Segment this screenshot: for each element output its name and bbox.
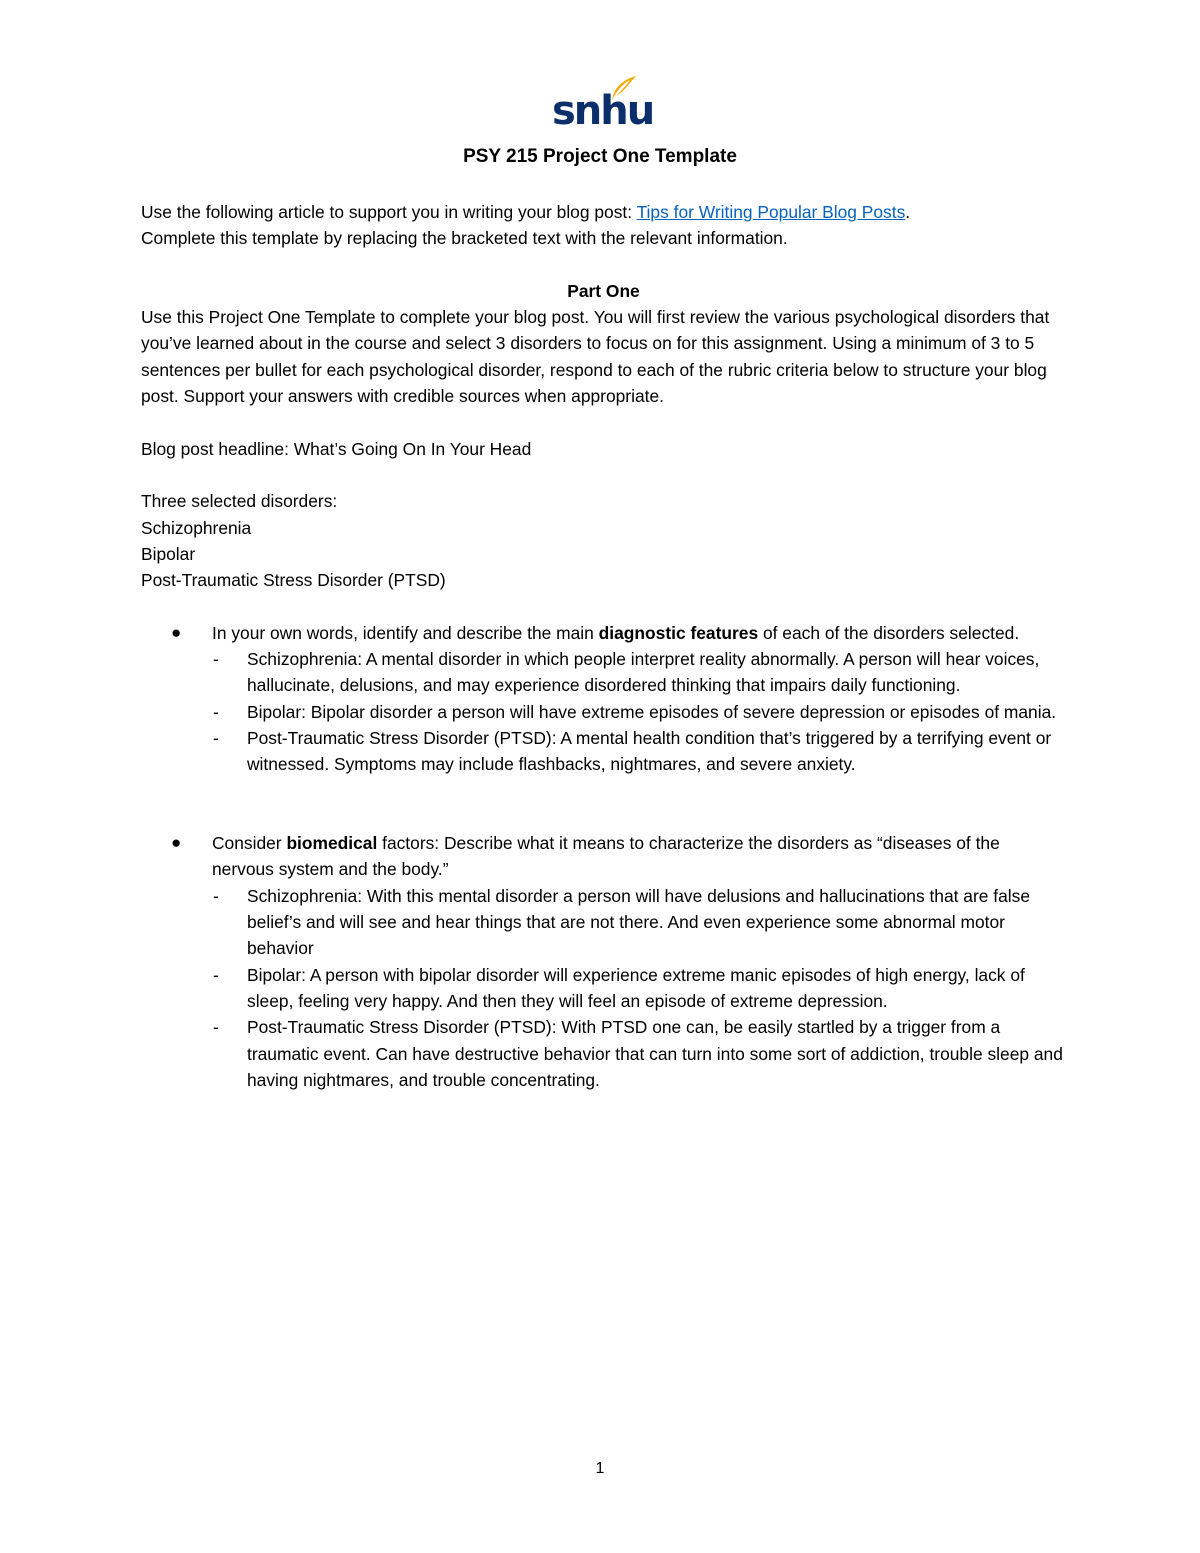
- selected-disorders-label: Three selected disorders:: [141, 491, 338, 512]
- document-title: PSY 215 Project One Template: [463, 146, 737, 167]
- dash-icon: -: [213, 964, 219, 985]
- rubric-bullet-diagnostic: ● In your own words, identify and describe the main diagnostic features of each of the disorders selected.: [141, 620, 1066, 646]
- document-body: [141, 199, 1066, 1093]
- logo-text: snhu: [552, 88, 654, 134]
- intro-paragraph: Use the following article to support you in writing your blog post: Tips for Writing Popular Blog Posts. Complete this template by replacing the bracketed text with the relevant information.: [141, 202, 911, 249]
- part-one-heading: Part One: [567, 280, 640, 301]
- tips-article-link[interactable]: Tips for Writing Popular Blog Posts: [636, 202, 906, 222]
- bullet-icon: ●: [171, 622, 182, 642]
- answer-item: - Schizophrenia: With this mental disorder a person will have delusions and hallucinations that are false belief’s and will see and hear things that are not there. And even experience some abnormal motor behavior: [141, 883, 1066, 962]
- answer-item: - Post-Traumatic Stress Disorder (PTSD): With PTSD one can, be easily startled by a trigger from a traumatic event. Can have destructive behavior that can turn into some sort of addiction, trouble sleep and having nightmares, and trouble concentrating.: [141, 1014, 1066, 1093]
- snhu-logo: [552, 74, 654, 134]
- dash-icon: -: [213, 1017, 219, 1038]
- dash-icon: -: [213, 649, 219, 670]
- blog-headline: Blog post headline: What’s Going On In Your Head: [141, 438, 532, 459]
- part-one-instructions: Use this Project One Template to complete your blog post. You will first review the various psychological disorders that you’ve learned about in the course and select 3 disorders to focus on for this assignment. Using a minimum of 3 to 5 sentences per bullet for each psychological disorder, respond to each of the rubric criteria below to structure your blog post. Support your answers with credible sources when appropriate.: [141, 307, 1050, 407]
- flame-icon: [608, 74, 638, 104]
- selected-disorder-item: Bipolar: [141, 543, 196, 564]
- selected-disorder-item: Schizophrenia: [141, 517, 252, 538]
- answer-item: - Bipolar: Bipolar disorder a person will have extreme episodes of severe depression or episodes of mania.: [141, 699, 1066, 725]
- bullet-icon: ●: [171, 833, 182, 853]
- answer-item: - Bipolar: A person with bipolar disorder will experience extreme manic episodes of high energy, lack of sleep, feeling very happy. And then they will feel an episode of extreme depression.: [141, 962, 1066, 1015]
- selected-disorder-item: Post-Traumatic Stress Disorder (PTSD): [141, 570, 446, 591]
- dash-icon: -: [213, 727, 219, 748]
- dash-icon: -: [213, 885, 219, 906]
- answer-item: - Schizophrenia: A mental disorder in which people interpret reality abnormally. A person will hear voices, hallucinate, delusions, and may experience disordered thinking that impairs daily functioning.: [141, 646, 1066, 699]
- rubric-bullet-biomedical: ● Consider biomedical factors: Describe what it means to characterize the disorders as “diseases of the nervous system and the body.”: [141, 830, 1066, 883]
- page-number: 1: [595, 1460, 605, 1477]
- answer-item: - Post-Traumatic Stress Disorder (PTSD): A mental health condition that’s triggered by a terrifying event or witnessed. Symptoms may include flashbacks, nightmares, and severe anxiety.: [141, 725, 1066, 778]
- dash-icon: -: [213, 701, 219, 722]
